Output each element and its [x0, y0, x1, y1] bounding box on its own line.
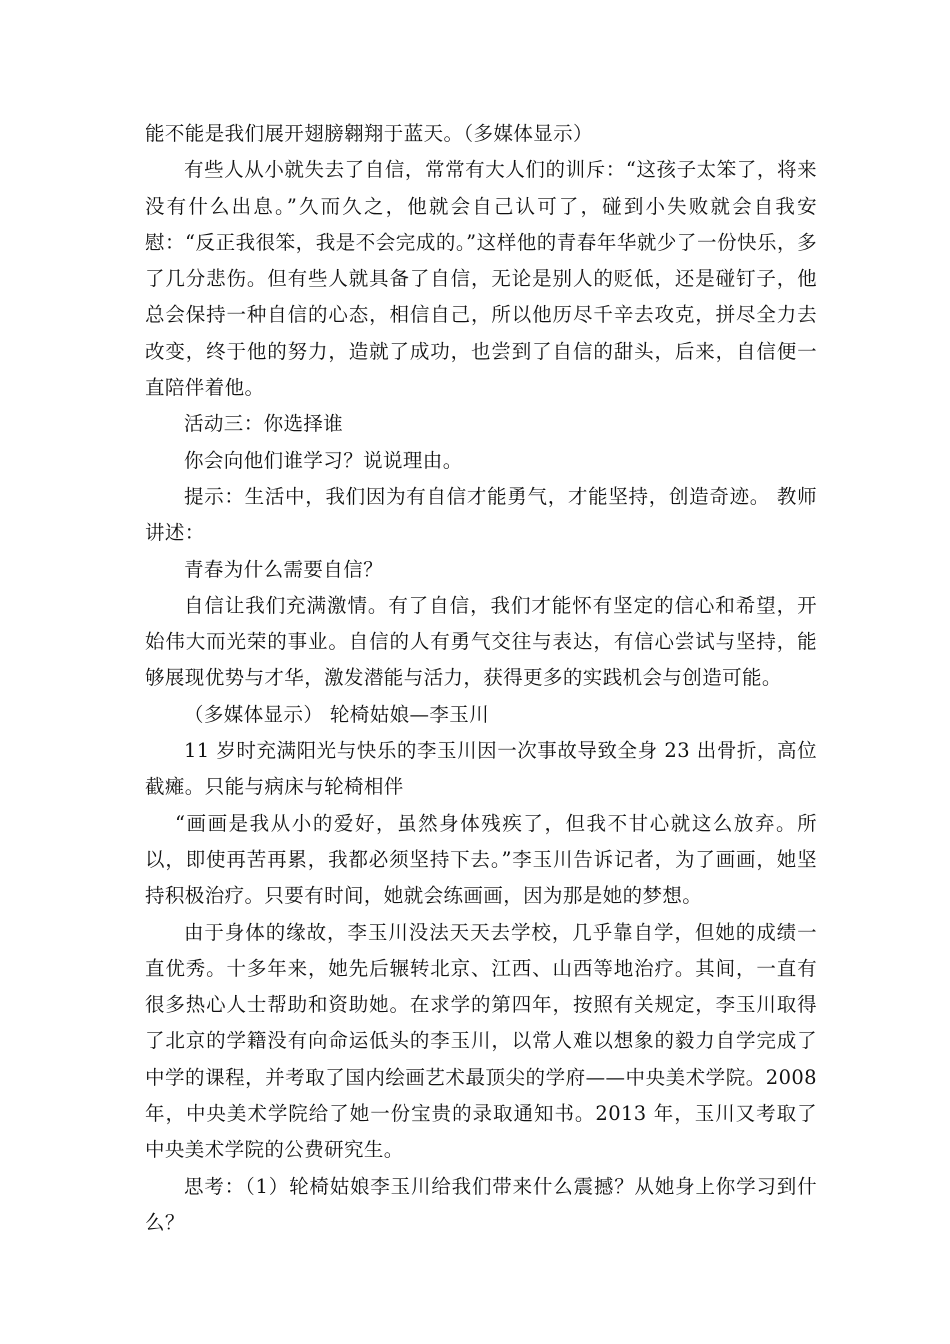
paragraph-painting-quote: “画画是我从小的爱好，虽然身体残疾了，但我不甘心就这么放弃。所以，即使再苦再累，我都必须坚持下去。”李玉川告诉记者，为了画画，她坚持积极治疗。只要有时间，她就会练画画，因为那是她的梦想。	[145, 811, 817, 908]
paragraph-self-study: 由于身体的缘故，李玉川没法天天去学校，几乎靠自学，但她的成绩一直优秀。十多年来，她先后辗转北京、江西、山西等地治疗。其间，一直有很多热心人士帮助和资助她。在求学的第四年，按照有关规定，李玉川取得了北京的学籍没有向命运低头的李玉川，以常人难以想象的毅力自学完成了中学的课程，并考取了国内绘画艺术最顶尖的学府——中央美术学院。2008 年，中央美术学院给了她一份宝贵的录取通知书。2013 年，玉川又考取了中央美术学院的公费研究生。	[145, 920, 817, 1162]
paragraph-accident: 11 岁时充满阳光与快乐的李玉川因一次事故导致全身 23 出骨折，高位截瘫。只能与病床与轮椅相伴	[145, 739, 817, 799]
document-body	[145, 116, 817, 1241]
paragraph-hint: 提示：生活中，我们因为有自信才能勇气，才能坚持，创造奇迹。 教师讲述：	[145, 484, 817, 545]
paragraph-question-learn: 你会向他们谁学习？说说理由。	[184, 448, 463, 472]
paragraph-why-confidence: 青春为什么需要自信？	[184, 557, 384, 581]
paragraph-activity-three: 活动三：你选择谁	[184, 412, 344, 436]
paragraph-confidence-passion: 自信让我们充满激情。有了自信，我们才能怀有坚定的信心和希望，开始伟大而光荣的事业。自信的人有勇气交往与表达，有信心尝试与坚持，能够展现优势与才华，激发潜能与活力，获得更多的实践机会与创造可能。	[145, 593, 817, 690]
paragraph-wheelchair-title: （多媒体显示） 轮椅姑娘—李玉川	[184, 702, 490, 726]
paragraph-think-question: 思考：（1）轮椅姑娘李玉川给我们带来什么震撼？从她身上你学习到什么？	[145, 1174, 817, 1234]
paragraph-confidence-story: 有些人从小就失去了自信，常常有大人们的训斥：“这孩子太笨了，将来没有什么出息。”久而久之，他就会自己认可了，碰到小失败就会自我安慰：“反正我很笨，我是不会完成的。”这样他的青春年华就少了一份快乐，多了几分悲伤。但有些人就具备了自信，无论是别人的贬低，还是碰钉子，他总会保持一种自信的心态，相信自己，所以他历尽千辛去攻克，拼尽全力去改变，终于他的努力，造就了成功，也尝到了自信的甜头，后来，自信便一直陪伴着他。	[145, 158, 817, 400]
paragraph-multimedia-intro: 能不能是我们展开翅膀翱翔于蓝天。（多媒体显示）	[145, 122, 593, 145]
